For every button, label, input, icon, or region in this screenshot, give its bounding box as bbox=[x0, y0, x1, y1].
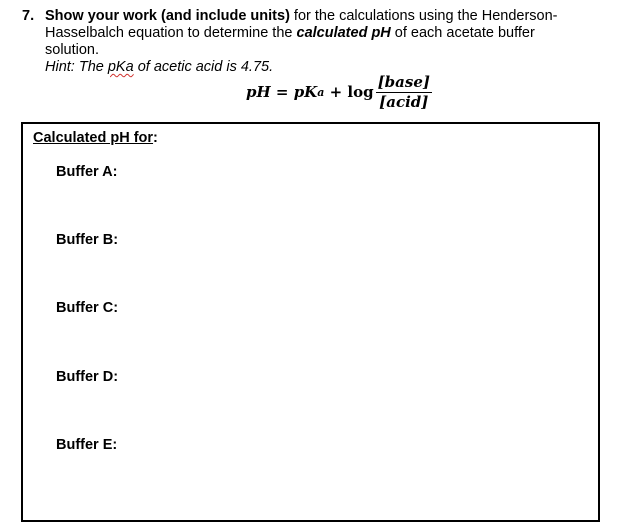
equation-fraction bbox=[376, 74, 432, 111]
question-intro-text: for the calculations using the Henderson-Hasselbalch equation to determine the bbox=[45, 8, 558, 41]
equation-numerator: [base] bbox=[377, 72, 430, 91]
question-text bbox=[45, 8, 582, 76]
equation-pk: pK bbox=[293, 83, 318, 101]
question-tail-text: of each acetate buffer solution. bbox=[45, 25, 535, 58]
answer-box-title bbox=[33, 130, 158, 146]
question-intro-bold: Show your work (and include units) bbox=[45, 8, 290, 24]
buffer-a-label: Buffer A: bbox=[56, 164, 118, 180]
equation-subscript: a bbox=[317, 85, 325, 99]
buffer-d-label: Buffer D: bbox=[56, 369, 119, 385]
answer-box-title-text: Calculated pH for bbox=[33, 130, 154, 146]
equation-equals: = bbox=[270, 83, 294, 101]
hint-prefix: Hint: The bbox=[45, 59, 108, 75]
answer-box bbox=[21, 122, 600, 522]
answer-box-title-colon: : bbox=[153, 130, 158, 146]
buffer-e-label: Buffer E: bbox=[56, 437, 118, 453]
equation-denominator: [acid] bbox=[379, 92, 429, 111]
question-emphasis: calculated pH bbox=[296, 25, 391, 41]
buffer-c-label: Buffer C: bbox=[56, 300, 119, 316]
hint-suffix: of acetic acid is 4.75. bbox=[133, 59, 274, 75]
equation-lhs: pH bbox=[246, 83, 271, 101]
equation-log: log bbox=[347, 83, 374, 101]
equation-plus: + bbox=[324, 83, 348, 101]
henderson-hasselbalch-equation bbox=[246, 72, 432, 112]
buffer-b-label: Buffer B: bbox=[56, 232, 119, 248]
hint-pka: pKa bbox=[107, 59, 134, 75]
question-block bbox=[22, 8, 582, 76]
question-number: 7. bbox=[22, 8, 35, 24]
